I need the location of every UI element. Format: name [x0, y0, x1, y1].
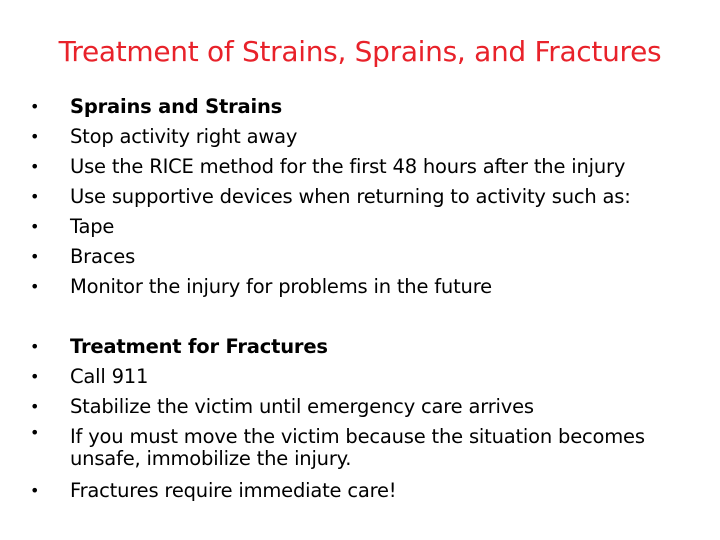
list-item — [30, 423, 690, 470]
bullet-icon: • — [30, 127, 40, 146]
section-heading-sprains-strains: Sprains and Strains — [70, 95, 283, 118]
list-item — [30, 242, 690, 272]
bullet-icon: • — [30, 423, 40, 442]
list-item-text: Tape — [70, 215, 115, 238]
bullet-icon: • — [30, 187, 40, 206]
bullet-icon: • — [30, 367, 40, 386]
list-item-text: Monitor the injury for problems in the future — [70, 275, 492, 298]
list-item — [30, 476, 690, 506]
sprains-strains-list — [30, 92, 690, 302]
bullet-icon: • — [30, 277, 40, 296]
bullet-icon: • — [30, 337, 40, 356]
slide-title: Treatment of Strains, Sprains, and Fractures — [58, 35, 662, 68]
list-item-text: If you must move the victim because the situation becomes unsafe, immobilize the injury. — [70, 425, 645, 470]
list-item-text: Fractures require immediate care! — [70, 479, 397, 502]
bullet-icon: • — [30, 97, 40, 116]
bullet-icon: • — [30, 217, 40, 236]
list-item-text: Use the RICE method for the first 48 hours after the injury — [70, 155, 626, 178]
list-item — [30, 92, 690, 122]
list-item — [30, 332, 690, 362]
list-item — [30, 182, 690, 212]
bullet-icon: • — [30, 157, 40, 176]
bullet-icon: • — [30, 397, 40, 416]
list-item-text: Stabilize the victim until emergency care arrives — [70, 395, 534, 418]
list-item — [30, 152, 690, 182]
bullet-icon: • — [30, 481, 40, 500]
list-item-text: Use supportive devices when returning to activity such as: — [70, 185, 631, 208]
list-item-text: Stop activity right away — [70, 125, 298, 148]
section-heading-fractures: Treatment for Fractures — [70, 335, 328, 358]
fractures-list — [30, 332, 690, 506]
list-item — [30, 362, 690, 392]
bullet-icon: • — [30, 247, 40, 266]
list-item-text: Call 911 — [70, 365, 149, 388]
list-item-text: Braces — [70, 245, 136, 268]
list-item — [30, 122, 690, 152]
list-item — [30, 392, 690, 422]
list-item — [30, 212, 690, 242]
list-item — [30, 272, 690, 302]
